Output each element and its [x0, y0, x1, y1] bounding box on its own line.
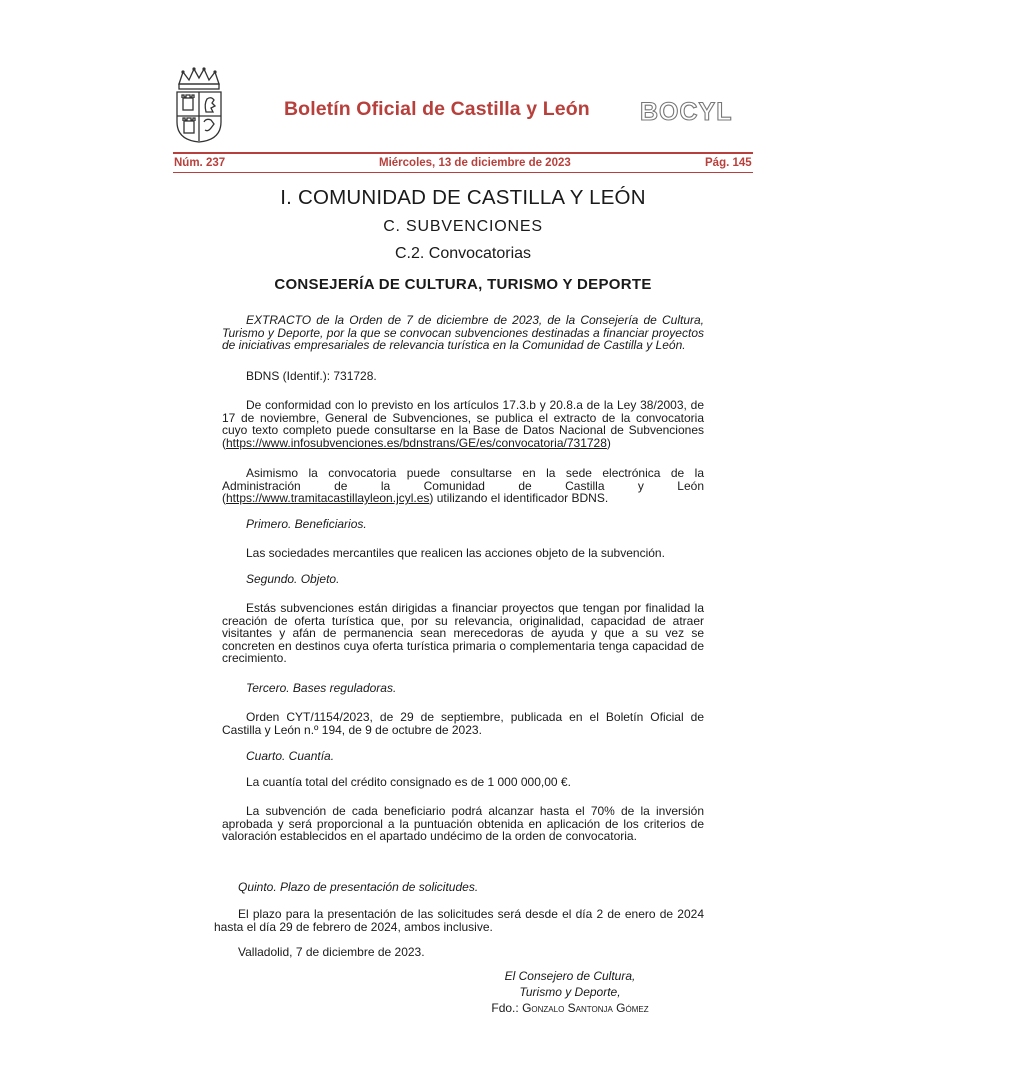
section-text-bases: Orden CYT/1154/2023, de 29 de septiembre, publicada en el Boletín Oficial de Castilla y León n.º 194, de 9 de octubre de 2023.: [222, 710, 704, 737]
section-text-amount-total: La cuantía total del crédito consignado es de 1 000 000,00 €.: [246, 775, 571, 789]
subsection-heading: C. SUBVENCIONES: [383, 218, 543, 235]
bdns-link[interactable]: https://www.infosubvenciones.es/bdnstrans/GE/es/convocatoria/731728: [226, 435, 607, 450]
abstract: EXTRACTO de la Orden de 7 de diciembre de 2023, de la Consejería de Cultura, Turismo y Deporte, por la que se convocan subvenciones destinadas a financiar proyectos de iniciativas empresariales de relevancia turística en la Comunidad de Castilla y León.: [222, 313, 704, 353]
section-text-object: Estás subvenciones están dirigidas a financiar proyectos que tengan por finalidad la creación de oferta turística que, por su relevancia, originalidad, capacidad de atraer visitantes y afán de permanencia sean merecedoras de ayuda y que a su vez se concreten en destinos cuya oferta turística primaria o complementaria tenga capacidad de crecimiento.: [222, 601, 704, 666]
coat-of-arms-logo: [173, 66, 225, 144]
section-title-amount: Cuarto. Cuantía.: [246, 749, 335, 763]
section-text-beneficiaries: Las sociedades mercantiles que realicen las acciones objeto de la subvención.: [246, 546, 665, 560]
paragraph-text: ) utilizando el identificador BDNS.: [429, 491, 609, 506]
section-heading: I. COMUNIDAD DE CASTILLA Y LEÓN: [280, 186, 646, 209]
paragraph-legal-basis: [222, 399, 704, 449]
paragraph-text: De conformidad con lo previsto en los artículos 17.3.b y 20.8.a de la Ley 38/2003, de 17 de noviembre, General de Subvenciones, se publica el extracto de la convocatoria cuyo texto completo puede consultarse en la Base de Datos Nacional de Subvenciones (: [222, 398, 704, 450]
paragraph-text: Asimismo la convocatoria puede consultarse en la sede electrónica de la Administración de la Comunidad de Castilla y León (: [222, 466, 704, 506]
subsubsection-heading: C.2. Convocatorias: [394, 245, 532, 262]
header-rule-top: [173, 152, 753, 154]
paragraph-text: ): [606, 435, 611, 450]
e-office-link[interactable]: https://www.tramitacastillayleon.jcyl.es: [226, 491, 430, 506]
section-text-amount-detail: La subvención de cada beneficiario podrá alcanzar hasta el 70% de la inversión aprobada y será proporcional a la puntuación obtenida en aplicación de los criterios de valoración establecidos en el apartado undécimo de la orden de convocatoria.: [222, 804, 704, 844]
signature-line-2: Turismo y Deporte,: [519, 985, 621, 999]
department-heading: CONSEJERÍA DE CULTURA, TURISMO Y DEPORTE: [274, 276, 652, 293]
signature-prefix: Fdo.:: [491, 1001, 523, 1015]
publication-title: Boletín Oficial de Castilla y León: [284, 98, 590, 120]
section-title-deadline: Quinto. Plazo de presentación de solicitudes.: [238, 880, 479, 894]
signature-line-1: El Consejero de Cultura,: [504, 969, 636, 983]
section-title-bases: Tercero. Bases reguladoras.: [246, 681, 397, 695]
bdns-identifier: BDNS (Identif.): 731728.: [246, 369, 377, 383]
bocyl-logo: [640, 96, 756, 126]
signatory-name: Gonzalo Santonja Gómez: [522, 1001, 649, 1015]
signature-name: [440, 1001, 700, 1016]
page-number: Pág. 145: [705, 157, 752, 169]
section-text-deadline: El plazo para la presentación de las solicitudes será desde el día 2 de enero de 2024 hasta el día 29 de febrero de 2024, ambos inclusive.: [214, 907, 704, 934]
section-title-beneficiaries: Primero. Beneficiarios.: [246, 517, 367, 531]
svg-text:BOCYL: BOCYL: [640, 98, 733, 126]
publication-date: Miércoles, 13 de diciembre de 2023: [379, 157, 571, 169]
paragraph-e-office: [222, 467, 704, 505]
place-and-date: Valladolid, 7 de diciembre de 2023.: [238, 945, 425, 959]
section-title-object: Segundo. Objeto.: [246, 572, 340, 586]
issue-number: Núm. 237: [174, 157, 226, 169]
header-rule-bottom: [173, 172, 753, 173]
